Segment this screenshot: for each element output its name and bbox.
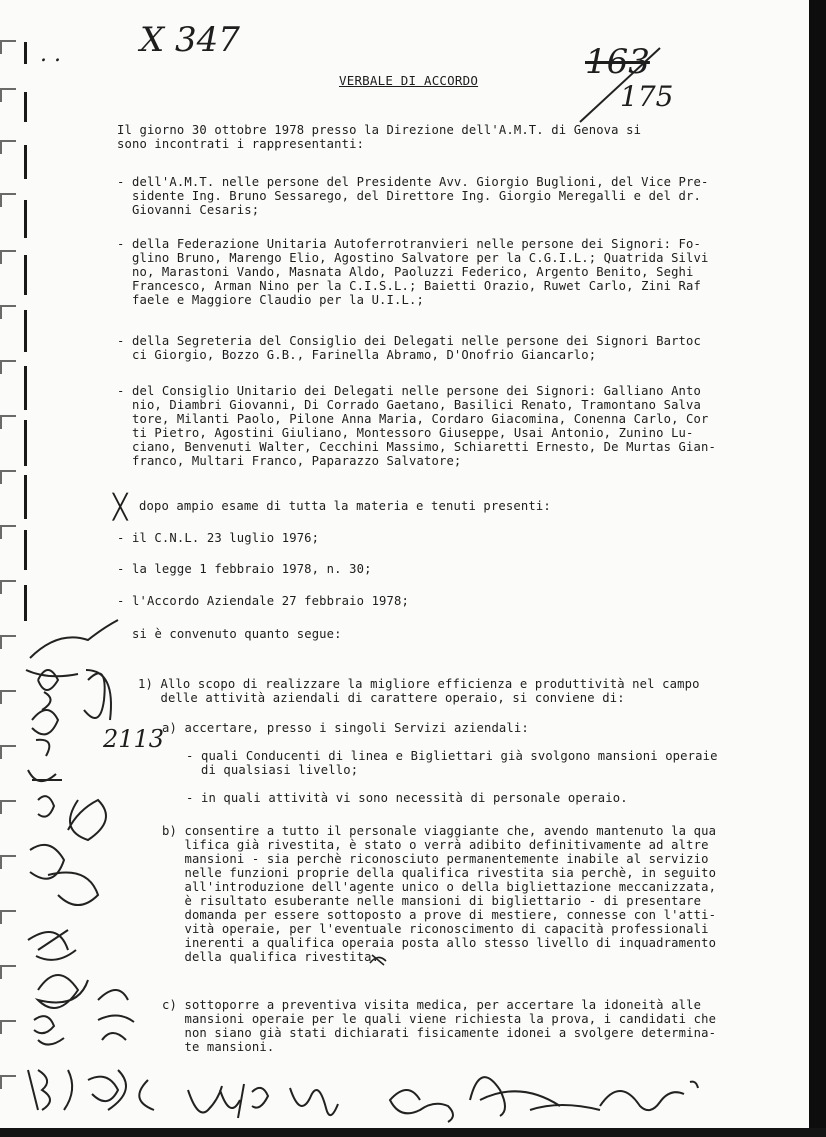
- handwritten-x-mark: ╳: [113, 493, 128, 521]
- point-1b-line: mansioni - sia perchè riconosciuto permanentemente inabile al servizio: [162, 852, 709, 866]
- handwritten-margin-number: 2113: [103, 725, 165, 753]
- scan-edge-right: [809, 0, 826, 1137]
- point-1b-line: lifica già rivestita, è stato o verrà adibito definitivamente ad altre: [162, 838, 709, 852]
- binder-mark: [0, 470, 16, 472]
- party-line: faele e Maggiore Claudio per la U.I.L.;: [117, 293, 424, 307]
- party-line: Giovanni Cesaris;: [117, 203, 260, 217]
- binder-mark: [0, 88, 16, 90]
- party-line: sidente Ing. Bruno Sessarego, del Direttore Ing. Giorgio Meregalli e del dr.: [117, 189, 702, 203]
- point-1c-line: te mansioni.: [162, 1040, 275, 1054]
- party-line: nio, Diambri Giovanni, Di Corrado Gaetano, Basilici Renato, Tramontano Salva: [117, 398, 702, 412]
- handwritten-end-mark: [368, 951, 388, 967]
- handwritten-page-old: 163: [585, 42, 650, 82]
- intro-line: sono incontrati i rappresentanti:: [117, 137, 365, 151]
- intro-line: Il giorno 30 ottobre 1978 presso la Direzione dell'A.M.T. di Genova si: [117, 123, 642, 137]
- scan-edge-bottom: [0, 1128, 826, 1137]
- handwritten-page-new: 175: [620, 80, 674, 113]
- point-1b-line: è risultato esuberante nelle mansioni di bigliettario - di presentare: [162, 894, 702, 908]
- considered-item: - la legge 1 febbraio 1978, n. 30;: [117, 562, 372, 576]
- bottom-signatures: [180, 1070, 740, 1128]
- binder-mark: [0, 1075, 16, 1077]
- party-line: Francesco, Arman Nino per la C.I.S.L.; Baietti Orazio, Ruwet Carlo, Zini Raf: [117, 279, 702, 293]
- point-1b-line: inerenti a qualifica operaia posta allo stesso livello di inquadramento: [162, 936, 717, 950]
- point-1b-line: vità operaie, per l'eventuale riconoscimento di capacità professionali: [162, 922, 709, 936]
- point-1-line: delle attività aziendali di carattere operaio, si conviene di:: [138, 691, 625, 705]
- point-1b-line: domanda per essere sottoposto a prove di mestiere, connesse con l'atti-: [162, 908, 717, 922]
- party-line: - della Segreteria del Consiglio dei Delegati nelle persone dei Signori Bartoc: [117, 334, 702, 348]
- point-1b-line: b) consentire a tutto il personale viaggiante che, avendo mantenuto la qua: [162, 824, 717, 838]
- margin-stroke: [24, 42, 27, 64]
- margin-stroke: [24, 366, 27, 410]
- binder-mark: [0, 305, 16, 307]
- binder-mark: [0, 40, 16, 42]
- binder-mark: [0, 140, 16, 142]
- margin-stroke: [24, 475, 27, 519]
- binder-mark: [0, 690, 16, 692]
- party-line: - del Consiglio Unitario dei Delegati nelle persone dei Signori: Galliano Anto: [117, 384, 702, 398]
- party-line: - della Federazione Unitaria Autoferrotranvieri nelle persone dei Signori: Fo-: [117, 237, 702, 251]
- binder-mark: [0, 745, 16, 747]
- binder-mark: [0, 580, 16, 582]
- point-1c-line: c) sottoporre a preventiva visita medica, per accertare la idoneità alle: [162, 998, 702, 1012]
- document-title: VERBALE DI ACCORDO: [339, 73, 479, 88]
- binder-mark: [0, 360, 16, 362]
- margin-stroke: [24, 92, 27, 122]
- binder-mark: [0, 250, 16, 252]
- binder-mark: [0, 800, 16, 802]
- margin-stroke: [24, 200, 27, 238]
- margin-stroke: [24, 310, 27, 352]
- margin-stroke: [24, 145, 27, 179]
- binder-mark: [0, 965, 16, 967]
- point-1c-line: mansioni operaie per le quali viene richiesta la prova, i candidati che: [162, 1012, 717, 1026]
- party-line: ciano, Benvenuti Walter, Cecchini Massimo, Schiaretti Ernesto, De Murtas Gian-: [117, 440, 716, 454]
- binder-mark: [0, 415, 16, 417]
- point-1b-line: della qualifica rivestita.: [162, 950, 380, 964]
- handwritten-dots: . .: [40, 42, 61, 67]
- handwritten-reference: X 347: [140, 20, 240, 60]
- considered-intro: dopo ampio esame di tutta la materia e tenuti presenti:: [139, 499, 551, 513]
- agreed-line: si è convenuto quanto segue:: [132, 627, 342, 641]
- binder-mark: [0, 635, 16, 637]
- party-line: franco, Multari Franco, Paparazzo Salvatore;: [117, 454, 462, 468]
- binder-mark: [0, 855, 16, 857]
- point-1b-line: all'introduzione dell'agente unico o della bigliettazione meccanizzata,: [162, 880, 717, 894]
- point-1c-line: non siano già stati dichiarati fisicamente idonei a svolgere determina-: [162, 1026, 717, 1040]
- considered-item: - il C.N.L. 23 luglio 1976;: [117, 531, 320, 545]
- considered-item: - l'Accordo Aziendale 27 febbraio 1978;: [117, 594, 410, 608]
- binder-mark: [0, 1020, 16, 1022]
- point-1-line: 1) Allo scopo di realizzare la migliore efficienza e produttività nel campo: [138, 677, 700, 691]
- binder-mark: [0, 193, 16, 195]
- point-1a: a) accertare, presso i singoli Servizi aziendali:: [162, 721, 529, 735]
- party-line: glino Bruno, Marengo Elio, Agostino Salvatore per la C.G.I.L.; Quatrida Silvi: [117, 251, 709, 265]
- binder-mark: [0, 525, 16, 527]
- margin-stroke: [24, 420, 27, 466]
- party-line: ci Giorgio, Bozzo G.B., Farinella Abramo, D'Onofrio Giancarlo;: [117, 348, 597, 362]
- point-1a-item: di qualsiasi livello;: [186, 763, 359, 777]
- party-line: no, Marastoni Vando, Masnata Aldo, Paoluzzi Federico, Argento Benito, Seghi: [117, 265, 694, 279]
- party-line: - dell'A.M.T. nelle persone del Presidente Avv. Giorgio Buglioni, del Vice Pre-: [117, 175, 709, 189]
- margin-stroke: [24, 530, 27, 570]
- binder-mark: [0, 910, 16, 912]
- party-line: tore, Milanti Paolo, Pilone Anna Maria, Cordaro Giacomina, Conenna Carlo, Cor: [117, 412, 709, 426]
- party-line: ti Pietro, Agostini Giuliano, Montessoro Giuseppe, Usai Antonio, Zunino Lu-: [117, 426, 694, 440]
- point-1b-line: nelle funzioni proprie della qualifica rivestita sia perchè, in seguito: [162, 866, 717, 880]
- margin-stroke: [24, 255, 27, 295]
- point-1a-item: - in quali attività vi sono necessità di personale operaio.: [186, 791, 628, 805]
- point-1a-item: - quali Conducenti di linea e Bigliettari già svolgono mansioni operaie: [186, 749, 718, 763]
- page-number-slash: [560, 40, 670, 130]
